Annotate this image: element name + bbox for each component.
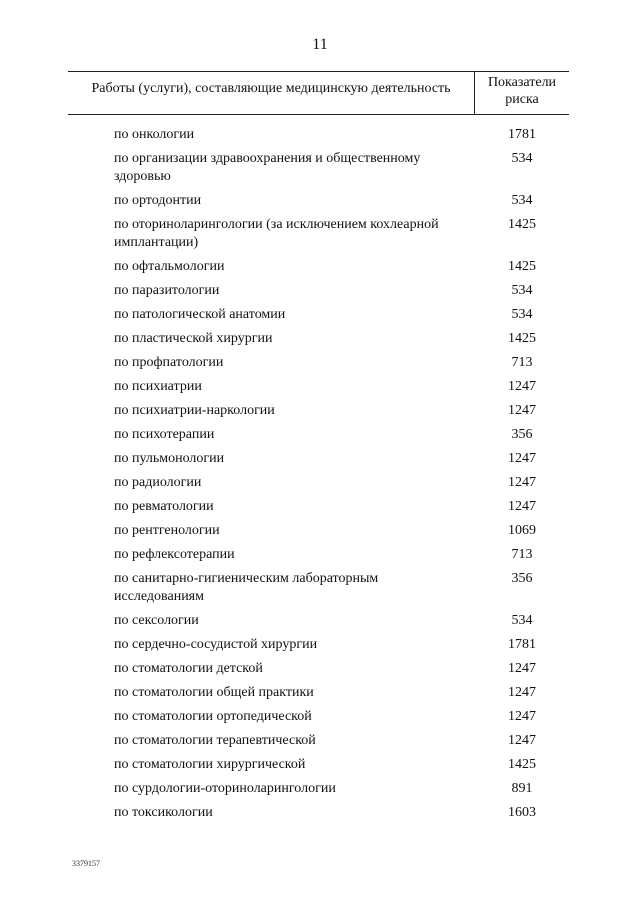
row-work-label: по ревматологии: [114, 499, 214, 514]
table-row: [0, 150, 640, 186]
row-work-label: по санитарно-гигиеническим лабораторным исследованиям: [114, 571, 379, 604]
row-risk-value: 1247: [508, 451, 536, 466]
row-work-label: по радиологии: [114, 475, 202, 490]
row-risk-value: 534: [511, 613, 533, 628]
table-row: [0, 192, 640, 210]
table-row: [0, 804, 640, 822]
row-work-label: по сексологии: [114, 613, 199, 628]
row-risk-value: 1247: [508, 733, 536, 748]
row-work-label: по офтальмологии: [114, 259, 225, 274]
row-risk-value: 1069: [508, 523, 536, 538]
table-row: [0, 708, 640, 726]
document-id: 3379157: [72, 859, 100, 868]
table-row: [0, 282, 640, 300]
row-work-label: по стоматологии ортопедической: [114, 709, 312, 724]
row-work-label: по онкологии: [114, 127, 195, 142]
row-work-label: по стоматологии терапевтической: [114, 733, 316, 748]
row-risk-value: 1247: [508, 499, 536, 514]
row-risk-value: 1247: [508, 709, 536, 724]
row-risk-value: 534: [511, 151, 533, 166]
header-works-column: Работы (услуги), составляющие медицинскую деятельность: [91, 81, 451, 96]
row-risk-value: 713: [511, 355, 533, 370]
row-work-label: по пульмонологии: [114, 451, 225, 466]
table-row: [0, 378, 640, 396]
table-row: [0, 660, 640, 678]
table-row: [0, 330, 640, 348]
table-top-rule: [68, 71, 569, 72]
table-row: [0, 450, 640, 468]
row-risk-value: 1425: [508, 217, 536, 232]
table-row: [0, 426, 640, 444]
table-row: [0, 780, 640, 798]
table-row: [0, 546, 640, 564]
table-row: [0, 756, 640, 774]
header-risk-column: Показатели риска: [487, 75, 557, 107]
row-work-label: по оториноларингологии (за исключением кохлеарной имплантации): [114, 217, 439, 250]
row-risk-value: 1247: [508, 475, 536, 490]
row-work-label: по психиатрии: [114, 379, 202, 394]
row-risk-value: 534: [511, 283, 533, 298]
row-work-label: по организации здравоохранения и общественному здоровью: [114, 151, 421, 184]
row-risk-value: 1247: [508, 685, 536, 700]
row-work-label: по сердечно-сосудистой хирургии: [114, 637, 318, 652]
row-work-label: по сурдологии-оториноларингологии: [114, 781, 336, 796]
row-work-label: по патологической анатомии: [114, 307, 286, 322]
row-work-label: по рентгенологии: [114, 523, 220, 538]
row-work-label: по паразитологии: [114, 283, 220, 298]
row-risk-value: 1247: [508, 379, 536, 394]
row-risk-value: 713: [511, 547, 533, 562]
row-work-label: по стоматологии детской: [114, 661, 263, 676]
table-row: [0, 126, 640, 144]
table-row: [0, 402, 640, 420]
row-work-label: по стоматологии хирургической: [114, 757, 306, 772]
table-row: [0, 354, 640, 372]
row-work-label: по стоматологии общей практики: [114, 685, 314, 700]
row-risk-value: 1781: [508, 637, 536, 652]
table-row: [0, 636, 640, 654]
row-work-label: по пластической хирургии: [114, 331, 273, 346]
table-row: [0, 684, 640, 702]
row-risk-value: 1425: [508, 259, 536, 274]
row-work-label: по психотерапии: [114, 427, 215, 442]
row-risk-value: 534: [511, 307, 533, 322]
row-risk-value: 356: [511, 571, 533, 586]
row-risk-value: 1603: [508, 805, 536, 820]
risk-table-body: [0, 126, 640, 828]
header-bottom-rule: [68, 114, 569, 115]
table-row: [0, 498, 640, 516]
row-risk-value: 356: [511, 427, 533, 442]
page-number: 11: [312, 36, 328, 53]
table-row: [0, 522, 640, 540]
row-work-label: по токсикологии: [114, 805, 213, 820]
table-row: [0, 732, 640, 750]
table-row: [0, 216, 640, 252]
row-risk-value: 1425: [508, 331, 536, 346]
row-risk-value: 1425: [508, 757, 536, 772]
row-risk-value: 1781: [508, 127, 536, 142]
row-risk-value: 891: [511, 781, 533, 796]
row-work-label: по профпатологии: [114, 355, 224, 370]
table-row: [0, 570, 640, 606]
row-risk-value: 1247: [508, 661, 536, 676]
table-row: [0, 258, 640, 276]
table-row: [0, 306, 640, 324]
row-work-label: по психиатрии-наркологии: [114, 403, 275, 418]
table-row: [0, 612, 640, 630]
row-work-label: по рефлексотерапии: [114, 547, 235, 562]
row-risk-value: 1247: [508, 403, 536, 418]
table-row: [0, 474, 640, 492]
row-risk-value: 534: [511, 193, 533, 208]
row-work-label: по ортодонтии: [114, 193, 202, 208]
